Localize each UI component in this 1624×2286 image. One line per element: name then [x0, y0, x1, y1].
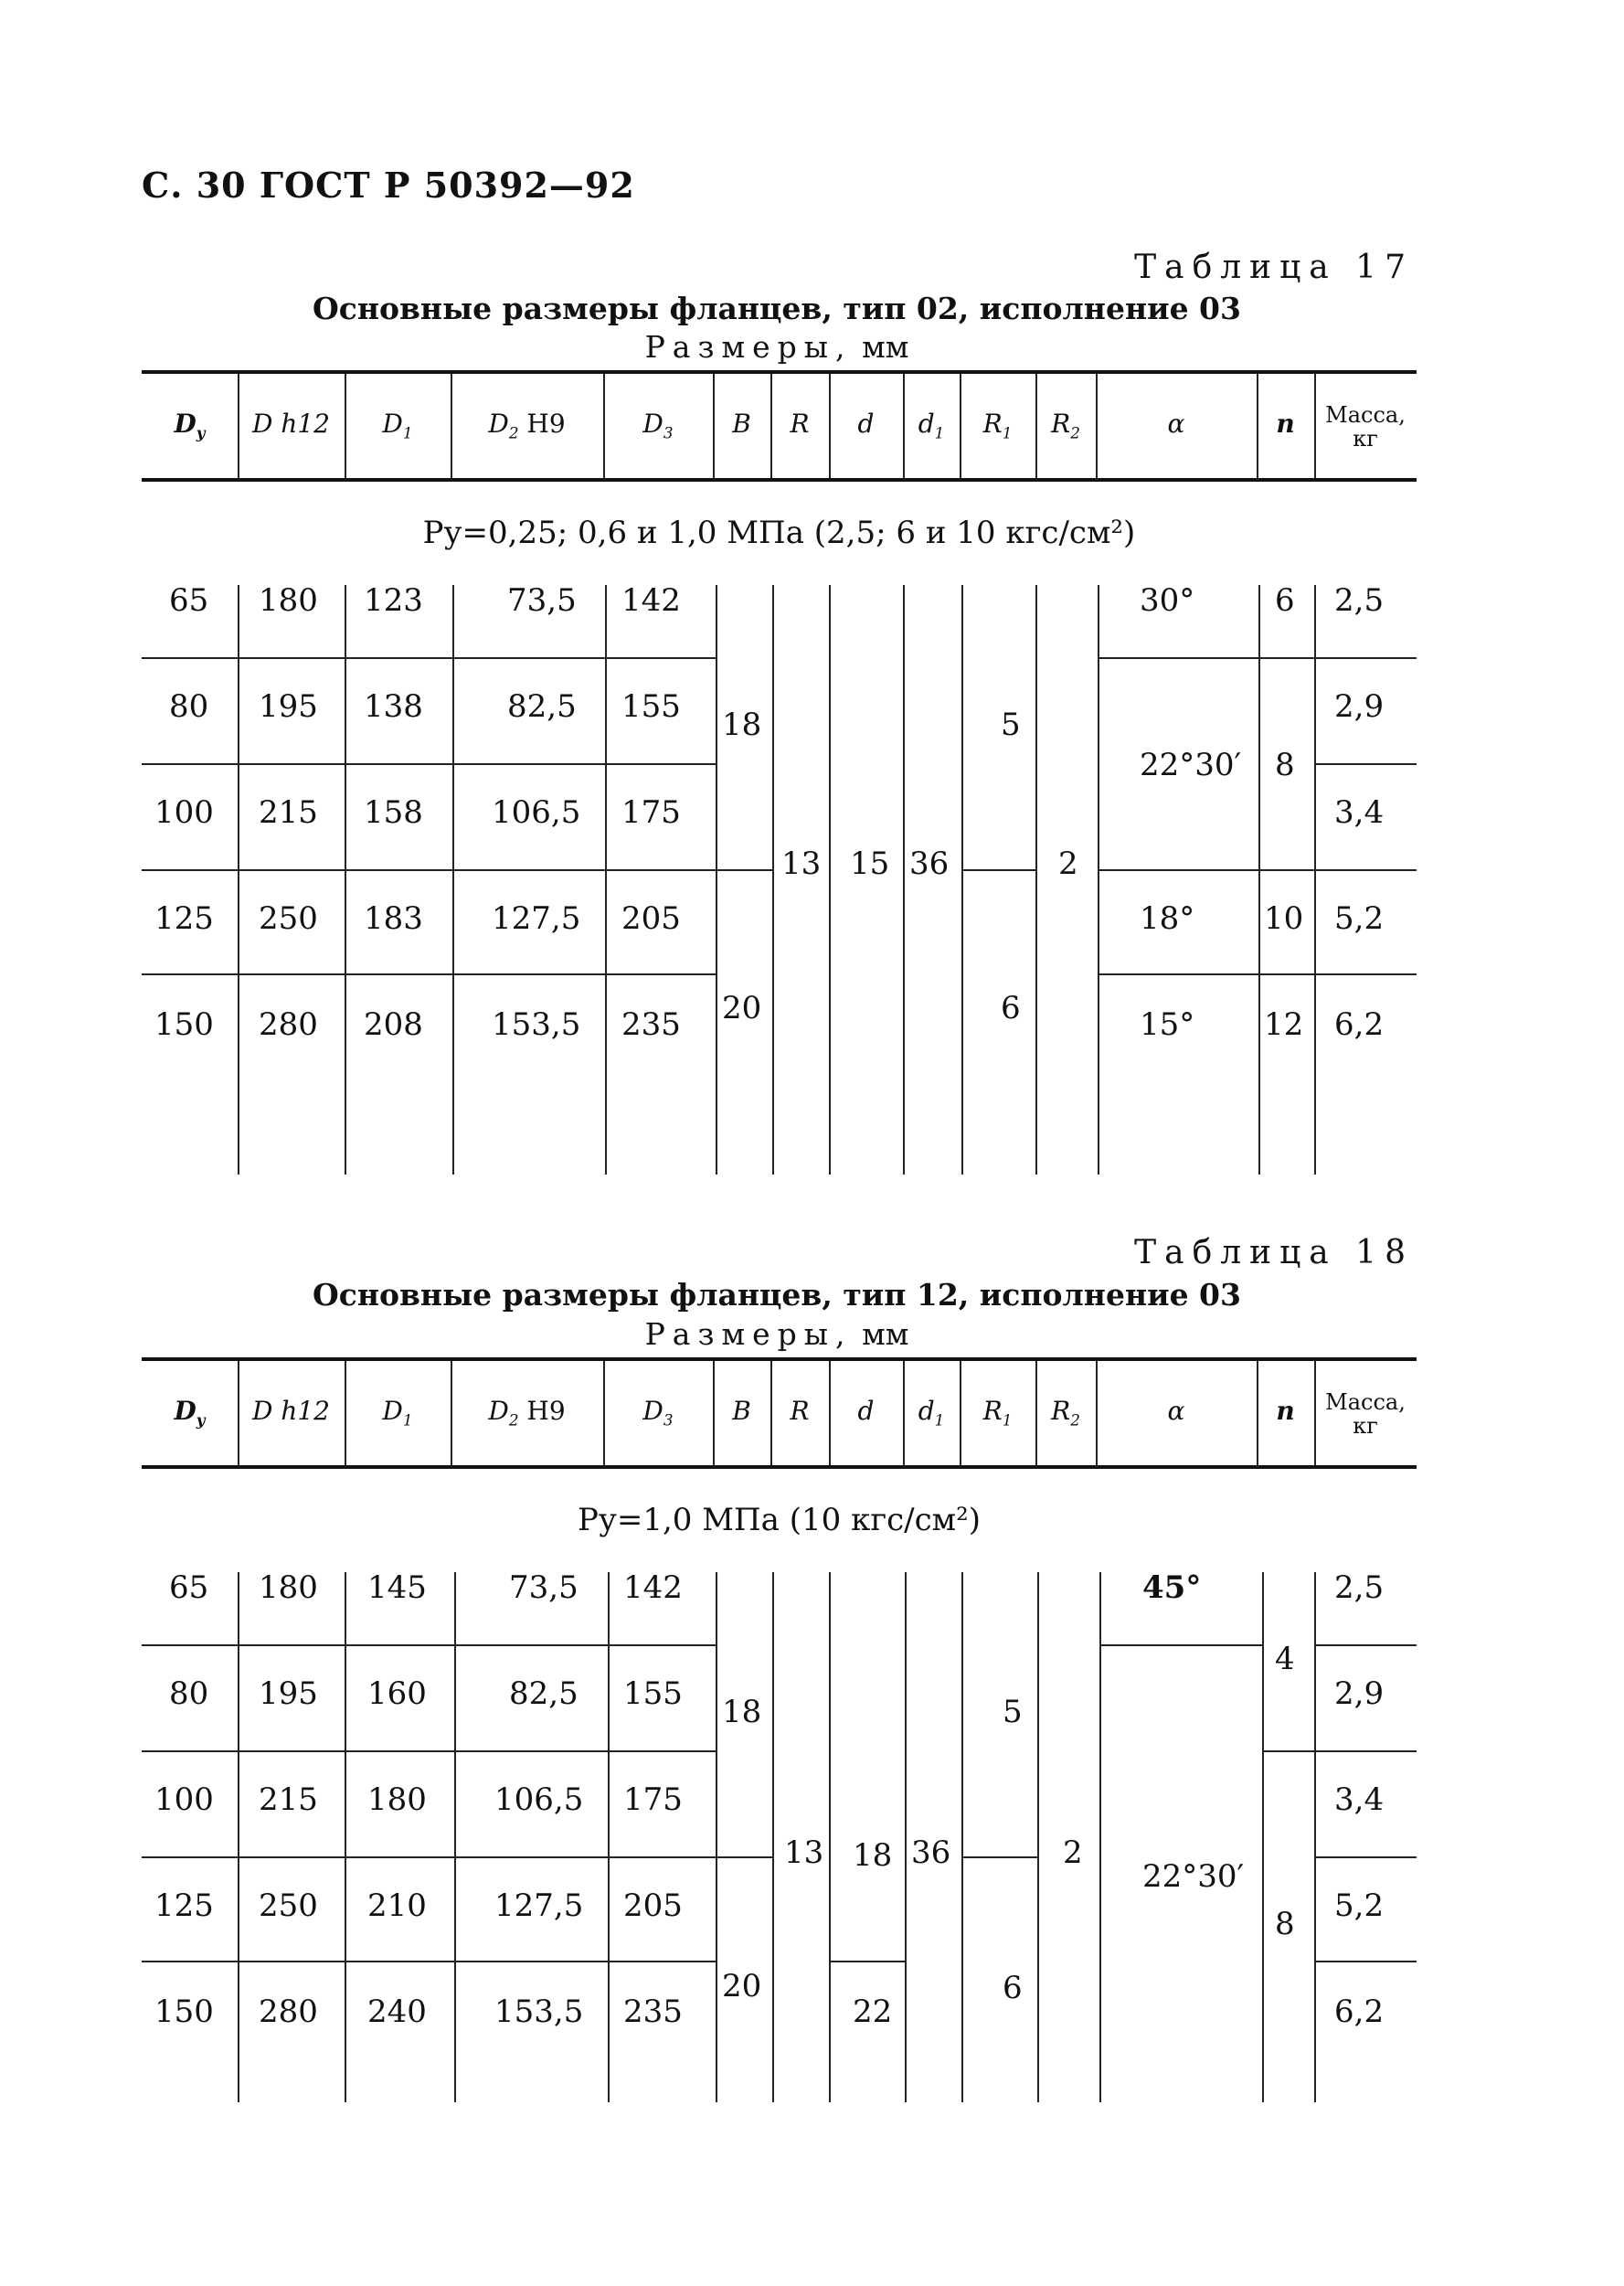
- t18-r2-d3: 155: [623, 1675, 683, 1712]
- t18-b-bottom: 20: [722, 1968, 762, 2004]
- t18-r3-d3: 175: [623, 1781, 683, 1818]
- t17-r4-d2: 127,5: [492, 900, 581, 937]
- header-d1: $D_1$: [382, 409, 413, 442]
- t18-r1-mass: 2,5: [1334, 1569, 1385, 1606]
- header-n: n: [1276, 1396, 1295, 1426]
- table-17: [142, 370, 1417, 1175]
- t17-b-bottom: 20: [722, 990, 762, 1026]
- t17-r4-dy: 125: [154, 900, 214, 937]
- header-d3: $D_3$: [642, 1396, 674, 1430]
- t17-r2-dh12: 195: [259, 688, 318, 725]
- t17-r5-d2: 153,5: [492, 1006, 581, 1043]
- t18-r1-bottom: 6: [1003, 1970, 1023, 2006]
- t17-r1-top: 5: [1001, 707, 1021, 743]
- t18-r2-dh12: 195: [259, 1675, 318, 1712]
- t18-d-bottom: 22: [853, 1994, 893, 2030]
- t17-r4-dh12: 250: [259, 900, 318, 937]
- t17-r3-dh12: 215: [259, 794, 318, 831]
- header-d-h12: D h12: [251, 409, 330, 439]
- header-mass: Масса, кг: [1325, 402, 1406, 452]
- t18-r4-d2: 127,5: [494, 1887, 584, 1924]
- t17-r4-d1: 183: [364, 900, 423, 937]
- header-alpha: α: [1167, 409, 1185, 439]
- table-18: [142, 1357, 1417, 2102]
- t17-r1-d2: 73,5: [507, 582, 577, 619]
- t18-r3-mass: 3,4: [1334, 1781, 1385, 1818]
- t17-r5-mass: 6,2: [1334, 1006, 1385, 1043]
- t17-r2-d2: 82,5: [507, 688, 577, 725]
- table-17-pressure: Pу=0,25; 0,6 и 1,0 МПа (2,5; 6 и 10 кгс/см²): [422, 515, 1136, 551]
- t17-r4-d3: 205: [621, 900, 681, 937]
- t18-r3-d1: 180: [367, 1781, 427, 1818]
- t17-r: 13: [781, 845, 822, 882]
- header-alpha: α: [1167, 1396, 1185, 1426]
- t18-alpha-2: 22°30′: [1142, 1858, 1245, 1895]
- table-18-pressure: Pу=1,0 МПа (10 кгс/см²): [577, 1502, 982, 1538]
- t18-r1-dy: 65: [169, 1569, 209, 1606]
- t18-r5-d2: 153,5: [494, 1994, 584, 2030]
- header-dy: $D_y$: [174, 1396, 206, 1430]
- t18-r4-d3: 205: [623, 1887, 683, 1924]
- t17-alpha-4: 15°: [1140, 1006, 1195, 1043]
- t17-r2-mass: 2,9: [1334, 688, 1385, 725]
- t17-r1-d3: 142: [621, 582, 681, 619]
- t17-r2-dy: 80: [169, 688, 209, 725]
- header-d3: $D_3$: [642, 409, 674, 442]
- t18-r3-d2: 106,5: [494, 1781, 584, 1818]
- t18-r4-d1: 210: [367, 1887, 427, 1924]
- header-r2: $R_2$: [1051, 1396, 1080, 1430]
- header-d2-h9: $D_2$ H9: [488, 1396, 566, 1430]
- t17-r3-d1: 158: [364, 794, 423, 831]
- t17-r5-d3: 235: [621, 1006, 681, 1043]
- table-17-label: Таблица 17: [1134, 249, 1414, 286]
- t17-r3-d3: 175: [621, 794, 681, 831]
- header-d2-h9: $D_2$ H9: [488, 409, 566, 442]
- t18-d-top: 18: [853, 1837, 893, 1874]
- page-header: С. 30 ГОСТ Р 50392—92: [142, 165, 635, 206]
- t17-r1-dy: 65: [169, 582, 209, 619]
- t17-r1-bottom: 6: [1001, 990, 1021, 1026]
- t18-r1-d1: 145: [367, 1569, 427, 1606]
- header-d1-small: $d_1$: [918, 409, 945, 442]
- t17-alpha-1: 30°: [1140, 582, 1195, 619]
- t17-r2-d1: 138: [364, 688, 423, 725]
- header-dy: $D_y$: [174, 409, 206, 442]
- header-d-h12: D h12: [251, 1396, 330, 1426]
- t17-r1-mass: 2,5: [1334, 582, 1385, 619]
- t18-r2-mass: 2,9: [1334, 1675, 1385, 1712]
- t18-n-1: 4: [1275, 1641, 1295, 1677]
- table-17-units: Размеры, мм: [644, 329, 909, 365]
- t17-r2-d3: 155: [621, 688, 681, 725]
- header-b: B: [732, 409, 751, 439]
- header-d1-small: $d_1$: [918, 1396, 945, 1430]
- t18-r2-d1: 160: [367, 1675, 427, 1712]
- t18-alpha-1: 45°: [1142, 1569, 1202, 1606]
- t17-n-1: 6: [1275, 582, 1295, 619]
- t17-r2: 2: [1058, 845, 1078, 882]
- t18-r4-dy: 125: [154, 1887, 214, 1924]
- t18-r1-dh12: 180: [259, 1569, 318, 1606]
- t17-r1-dh12: 180: [259, 582, 318, 619]
- table-18-title: Основные размеры фланцев, тип 12, исполнение 03: [313, 1277, 1241, 1313]
- t18-r4-dh12: 250: [259, 1887, 318, 1924]
- t18-r5-dy: 150: [154, 1994, 214, 2030]
- t17-n-3: 10: [1264, 900, 1304, 937]
- header-r1: $R_1$: [982, 1396, 1013, 1430]
- t18-r1-d3: 142: [623, 1569, 683, 1606]
- t18-b-top: 18: [722, 1694, 762, 1730]
- header-r1: $R_1$: [982, 409, 1013, 442]
- table-18-label: Таблица 18: [1134, 1234, 1414, 1271]
- t17-r3-mass: 3,4: [1334, 794, 1385, 831]
- t18-r1-d2: 73,5: [509, 1569, 578, 1606]
- t17-r4-mass: 5,2: [1334, 900, 1385, 937]
- t18-r3-dh12: 215: [259, 1781, 318, 1818]
- header-d: d: [857, 409, 875, 439]
- t17-alpha-2: 22°30′: [1140, 747, 1242, 783]
- header-d: d: [857, 1396, 875, 1426]
- t17-alpha-3: 18°: [1140, 900, 1195, 937]
- t18-r1-top: 5: [1003, 1694, 1023, 1730]
- t18-r5-mass: 6,2: [1334, 1994, 1385, 2030]
- t18-r5-dh12: 280: [259, 1994, 318, 2030]
- t18-n-2: 8: [1275, 1906, 1295, 1942]
- t17-r5-dh12: 280: [259, 1006, 318, 1043]
- t18-r2-dy: 80: [169, 1675, 209, 1712]
- t17-d: 15: [850, 845, 890, 882]
- t17-r3-dy: 100: [154, 794, 214, 831]
- t18-d1: 36: [911, 1834, 951, 1871]
- t18-r2-d2: 82,5: [509, 1675, 578, 1712]
- t18-r5-d3: 235: [623, 1994, 683, 2030]
- header-mass: Масса, кг: [1325, 1389, 1406, 1439]
- t18-r5-d1: 240: [367, 1994, 427, 2030]
- table-17-title: Основные размеры фланцев, тип 02, исполнение 03: [313, 291, 1241, 326]
- t18-r2: 2: [1063, 1834, 1083, 1871]
- t17-n-2: 8: [1275, 747, 1295, 783]
- t17-d1: 36: [909, 845, 950, 882]
- t17-r5-dy: 150: [154, 1006, 214, 1043]
- t17-r3-d2: 106,5: [492, 794, 581, 831]
- t17-r1-d1: 123: [364, 582, 423, 619]
- header-n: n: [1276, 409, 1295, 439]
- header-r: R: [790, 409, 810, 439]
- header-r2: $R_2$: [1051, 409, 1080, 442]
- header-r: R: [790, 1396, 810, 1426]
- t17-b-top: 18: [722, 707, 762, 743]
- t18-r: 13: [784, 1834, 824, 1871]
- t17-n-4: 12: [1264, 1006, 1304, 1043]
- header-b: B: [732, 1396, 751, 1426]
- t17-r5-d1: 208: [364, 1006, 423, 1043]
- t18-r4-mass: 5,2: [1334, 1887, 1385, 1924]
- header-d1: $D_1$: [382, 1396, 413, 1430]
- table-18-units: Размеры, мм: [644, 1316, 909, 1352]
- t18-r3-dy: 100: [154, 1781, 214, 1818]
